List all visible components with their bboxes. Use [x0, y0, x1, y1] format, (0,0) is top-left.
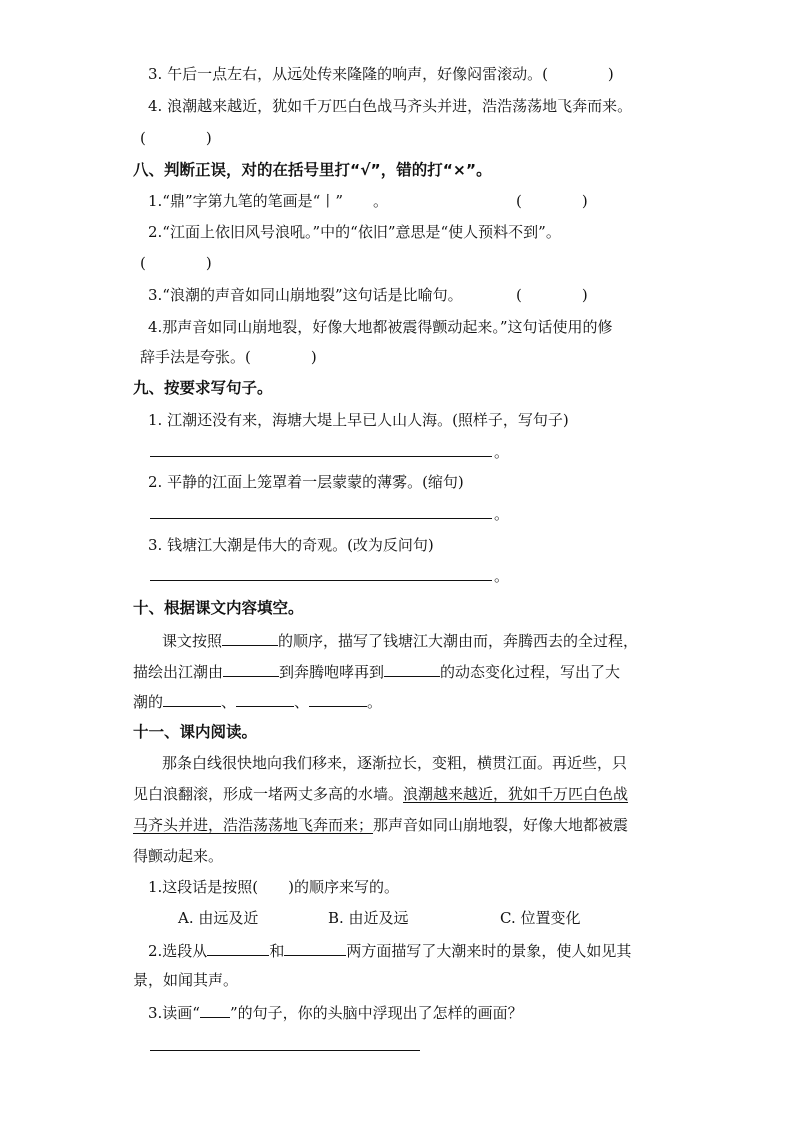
- sec11-q3-answer-line[interactable]: [150, 1050, 420, 1051]
- sec10-blank-6[interactable]: [309, 690, 367, 707]
- passage-text: 那声音如同山崩地裂，好像大地都被震: [373, 816, 629, 834]
- sec9-q1-period: 。: [494, 443, 510, 461]
- sec11-q2-text-c: 两方面描写了大潮来时的景象，使人如见其: [346, 942, 632, 960]
- sec11-q3-underline-sample: [200, 1001, 230, 1018]
- sec11-passage-line4: 得颤动起来。: [133, 847, 224, 865]
- sec10-l1-text-a: 课文按照: [162, 632, 223, 650]
- sec8-q3-paren[interactable]: ( ): [516, 286, 588, 304]
- sec11-passage-line2: [133, 784, 628, 804]
- sec10-l2-text-a: 描绘出江潮由: [133, 663, 224, 681]
- sec7-q4: 4. 浪潮越来越近，犹如千万匹白色战马齐头并进，浩浩荡荡地飞奔而来。: [148, 97, 633, 115]
- sec10-l2-text-b: 到奔腾咆哮再到: [279, 663, 385, 681]
- sec8-q2: 2.“江面上依旧风号浪吼。”中的“依旧”意思是“使人预料不到”。: [148, 223, 561, 241]
- underlined-sentence-part2: 马齐头并进，浩浩荡荡地飞奔而来；: [133, 816, 374, 834]
- sec8-q2-paren[interactable]: ( ): [140, 254, 212, 272]
- sec10-l3-text-a: 潮的: [133, 693, 164, 711]
- sec7-q3: 3. 午后一点左右，从远处传来隆隆的响声，好像闷雷滚动。( ): [148, 65, 614, 83]
- sec9-q3-answer-line[interactable]: [150, 580, 492, 581]
- sec11-q3-text-a: 3.读画“: [148, 1004, 200, 1022]
- sec9-q3: 3. 钱塘江大潮是伟大的奇观。(改为反问句): [148, 536, 434, 554]
- sec10-blank-2[interactable]: [223, 660, 279, 677]
- sec11-q1-option-a[interactable]: A. 由远及近: [178, 909, 259, 927]
- sec9-q2: 2. 平静的江面上笼罩着一层蒙蒙的薄雾。(缩句): [148, 473, 464, 491]
- sec11-q3: [148, 1001, 523, 1023]
- sec8-heading: 八、判断正误，对的在括号里打“√”，错的打“×”。: [133, 161, 492, 179]
- sec9-q3-period: 。: [494, 567, 510, 585]
- sec9-heading: 九、按要求写句子。: [133, 379, 273, 397]
- sec8-q1: 1.“鼎”字第九笔的笔画是“丨” 。: [148, 192, 388, 210]
- sec11-heading: 十一、课内阅读。: [133, 723, 258, 741]
- sec11-q2: [148, 939, 631, 961]
- sec10-blank-1[interactable]: [222, 629, 278, 646]
- sec8-q4-cont: 辞手法是夸张。( ): [140, 348, 317, 366]
- sec10-blank-5[interactable]: [236, 690, 294, 707]
- sec10-line2: [133, 660, 620, 682]
- sec11-passage-line1: 那条白线很快地向我们移来，逐渐拉长，变粗，横贯江面。再近些，只: [162, 754, 628, 772]
- sec10-blank-3[interactable]: [384, 660, 440, 677]
- sec10-sep-2: 、: [294, 693, 310, 711]
- sec11-q1-option-b[interactable]: B. 由近及远: [328, 909, 409, 927]
- sec8-q3: 3.“浪潮的声音如同山崩地裂”这句话是比喻句。: [148, 286, 463, 304]
- sec11-q2-cont: 景，如闻其声。: [133, 971, 239, 989]
- sec8-q1-paren[interactable]: ( ): [516, 192, 588, 210]
- sec9-q1-answer-line[interactable]: [150, 456, 492, 457]
- sec9-q2-period: 。: [494, 505, 510, 523]
- sec11-q1-option-c[interactable]: C. 位置变化: [500, 909, 581, 927]
- sec10-l1-text-b: 的顺序，描写了钱塘江大潮由而，奔腾西去的全过程，: [278, 632, 639, 650]
- sec11-q3-text-b: ”的句子，你的头脑中浮现出了怎样的画面？: [229, 1004, 523, 1022]
- sec7-q4-paren[interactable]: ( ): [140, 129, 212, 147]
- sec8-q4: 4.那声音如同山崩地裂，好像大地都被震得颤动起来。”这句话使用的修: [148, 318, 613, 336]
- passage-text: 见白浪翻滚，形成一堵两丈多高的水墙。: [133, 785, 404, 803]
- underlined-sentence-part1: 浪潮越来越近，犹如千万匹白色战: [403, 785, 629, 803]
- sec11-q2-text-a: 2.选段从: [148, 942, 208, 960]
- sec10-sep-1: 、: [221, 693, 237, 711]
- sec10-line3: [133, 690, 382, 712]
- sec10-end: 。: [367, 693, 383, 711]
- sec11-q2-blank-1[interactable]: [207, 939, 269, 956]
- sec9-q2-answer-line[interactable]: [150, 518, 492, 519]
- sec9-q1: 1. 江潮还没有来，海塘大堤上早已人山人海。(照样子，写句子): [148, 411, 569, 429]
- sec11-passage-line3: [133, 815, 628, 835]
- sec11-q1: 1.这段话是按照( )的顺序来写的。: [148, 878, 400, 896]
- sec10-heading: 十、根据课文内容填空。: [133, 599, 304, 617]
- sec10-line1: [162, 629, 638, 651]
- sec10-l2-text-c: 的动态变化过程，写出了大: [440, 663, 621, 681]
- sec10-blank-4[interactable]: [163, 690, 221, 707]
- sec11-q2-blank-2[interactable]: [284, 939, 346, 956]
- sec11-q2-text-b: 和: [269, 942, 285, 960]
